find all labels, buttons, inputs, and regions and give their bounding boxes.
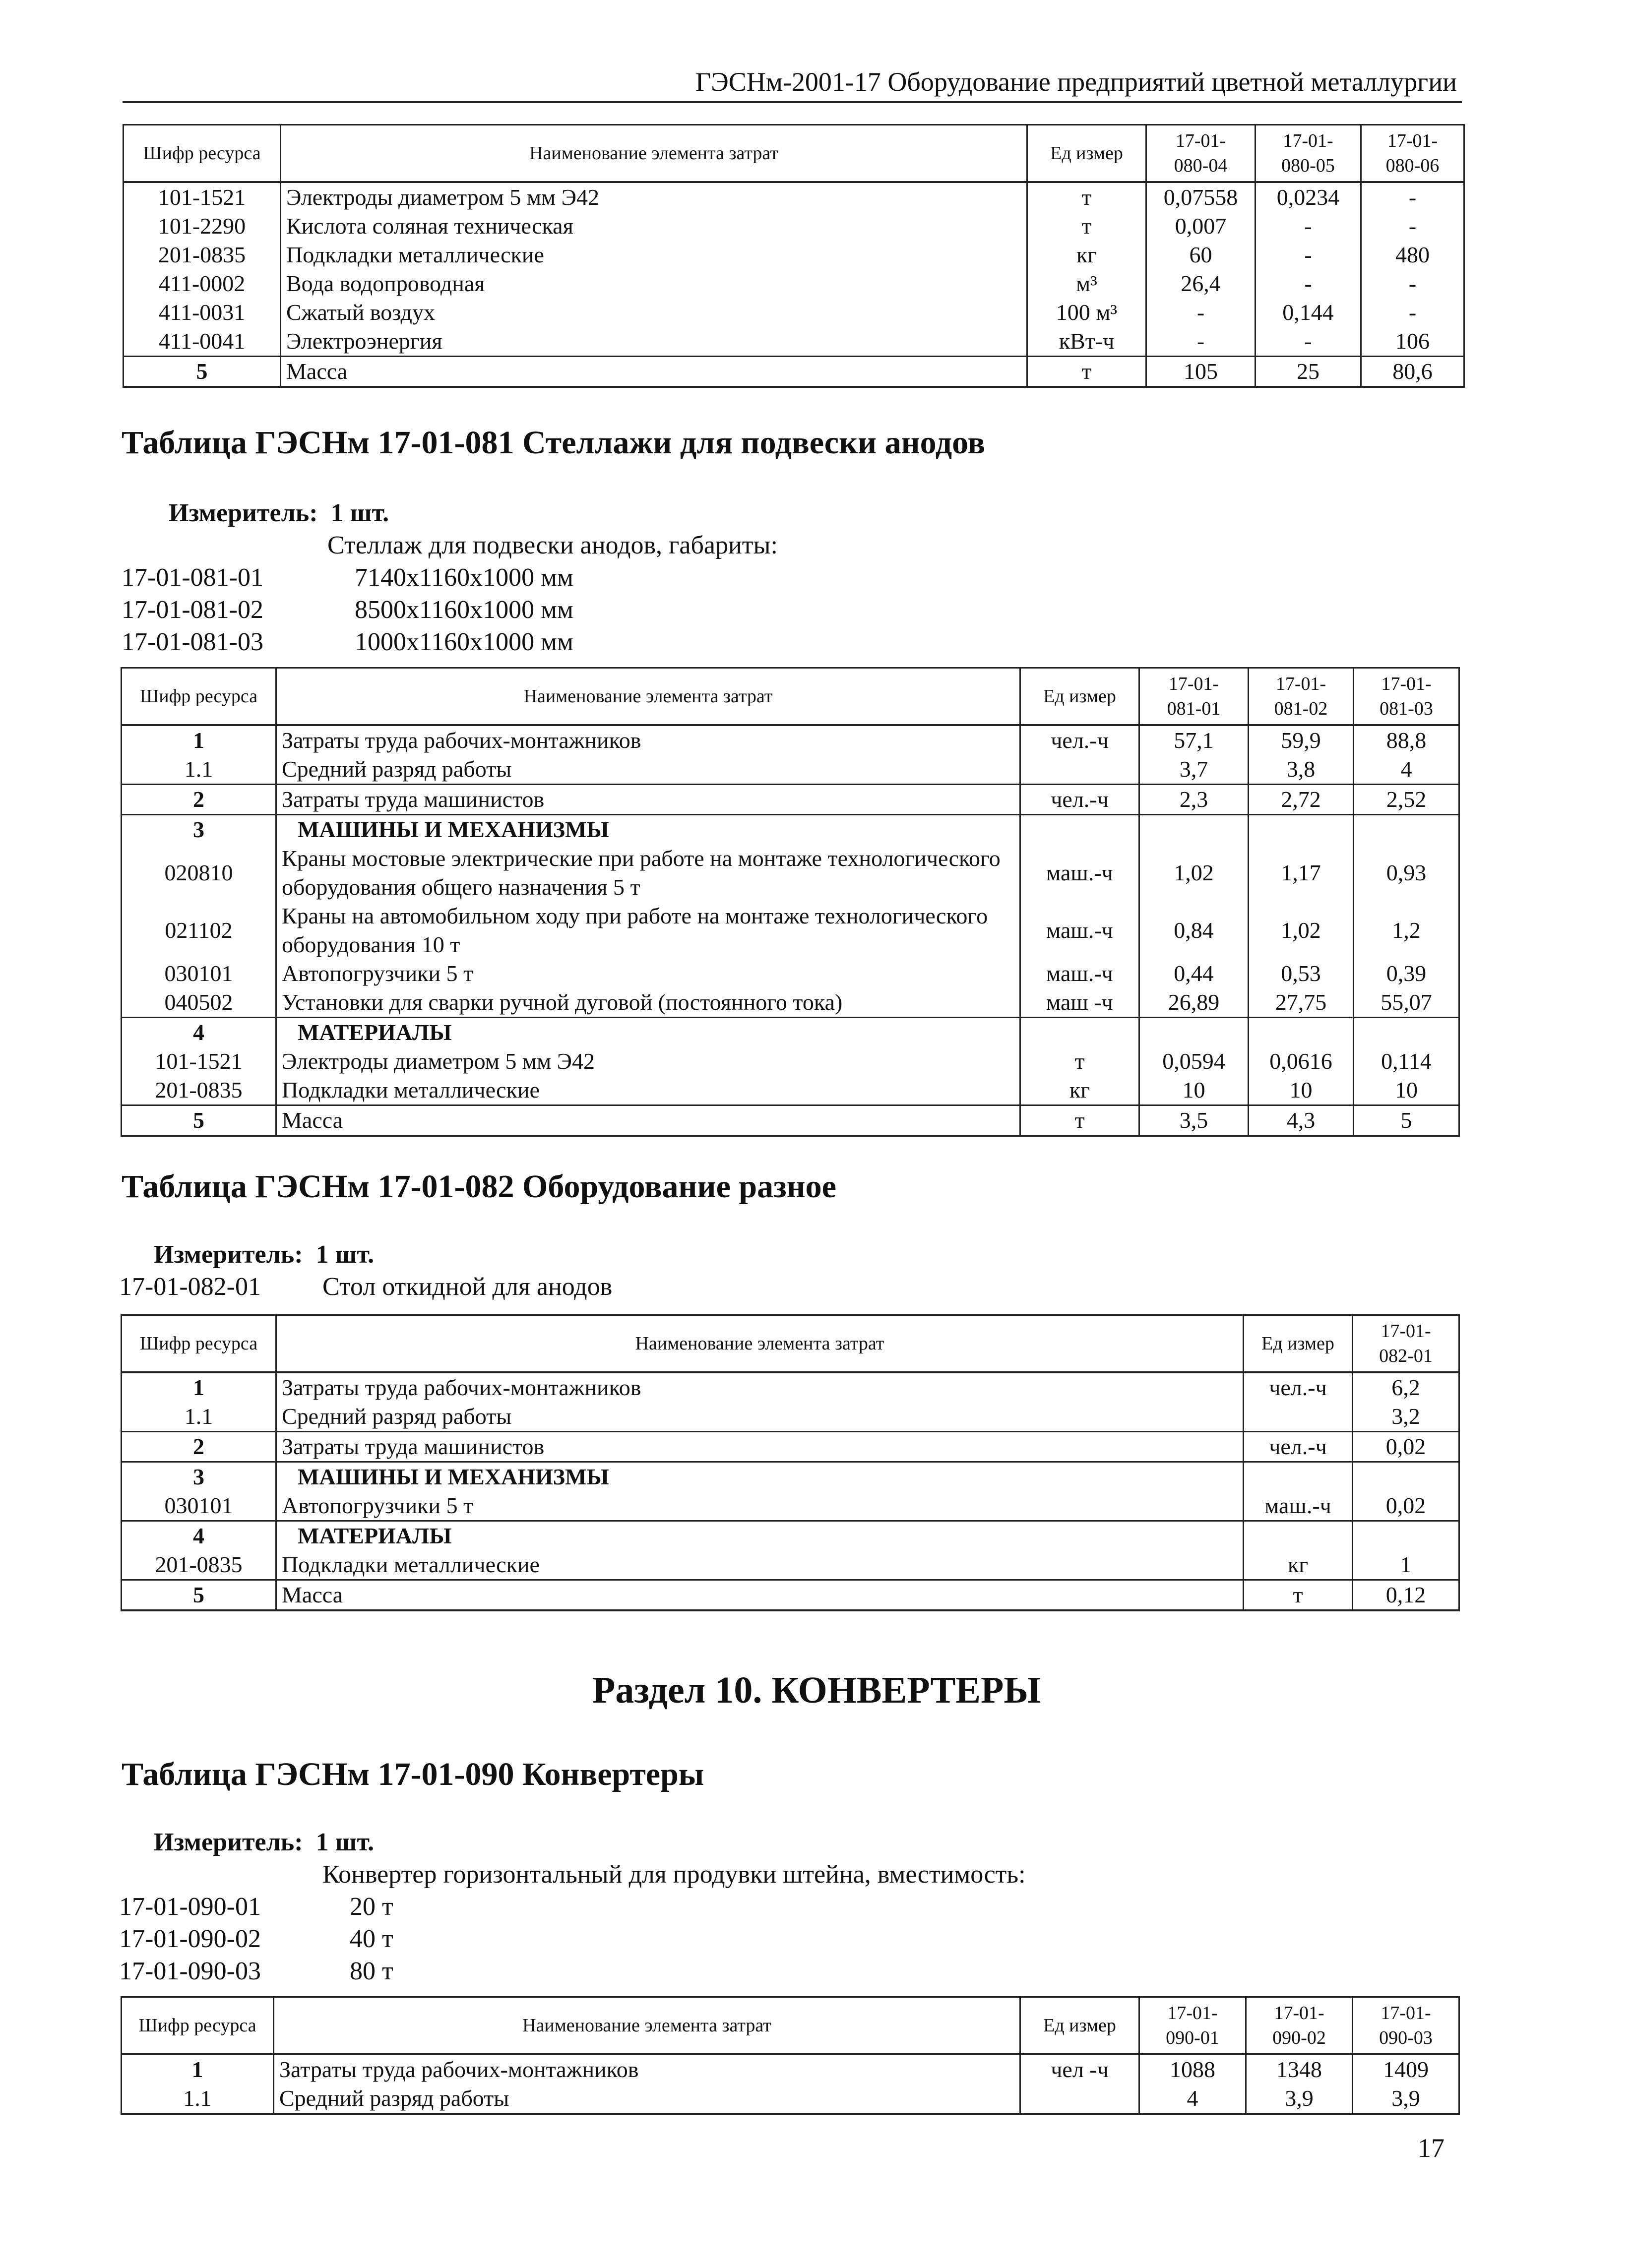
value-cell: 0,84 (1139, 902, 1249, 959)
value-cell: - (1361, 212, 1464, 241)
column-header: Наименование элемента затрат (274, 1997, 1020, 2055)
resource-code-cell: 030101 (122, 959, 276, 988)
item-text: Стол откидной для анодов (322, 1273, 613, 1301)
unit-cell: чел.-ч (1020, 785, 1139, 815)
measure-label: Измеритель: (154, 1240, 303, 1269)
cost-element-cell: Затраты труда машинистов (276, 785, 1020, 815)
column-header: Шифр ресурса (122, 668, 276, 726)
column-header: Ед измер (1244, 1315, 1353, 1373)
item-text: 80 т (350, 1957, 393, 1985)
value-cell: 26,89 (1139, 988, 1249, 1018)
column-header: 17-01- 090-03 (1353, 1997, 1459, 2055)
column-header: Наименование элемента затрат (281, 125, 1027, 183)
value-cell: 6,2 (1353, 1372, 1459, 1402)
table-row (122, 844, 1459, 902)
value-cell: 105 (1146, 357, 1256, 387)
resource-code-cell: 5 (122, 1105, 276, 1136)
column-header: Ед измер (1027, 125, 1146, 183)
table-row (122, 1402, 1459, 1432)
value-cell: 3,8 (1249, 755, 1354, 785)
table-row (122, 2054, 1459, 2084)
unit-cell (1020, 755, 1139, 785)
table-row (122, 902, 1459, 959)
table-header-row (122, 1997, 1459, 2055)
running-header (123, 63, 1462, 103)
table-082-measure (154, 1240, 374, 1269)
cost-element-cell: Сжатый воздух (281, 298, 1027, 327)
value-cell (1249, 1018, 1354, 1047)
column-header: Наименование элемента затрат (276, 1315, 1244, 1373)
resource-code-cell: 1 (122, 725, 276, 755)
item-text: 1000х1160х1000 мм (355, 628, 573, 656)
value-cell: 4 (1139, 2084, 1246, 2114)
value-cell: 25 (1256, 357, 1361, 387)
resource-code-cell: 411-0002 (124, 269, 281, 298)
value-cell (1139, 815, 1249, 845)
cost-element-cell: Вода водопроводная (281, 269, 1027, 298)
resource-code-cell: 040502 (122, 988, 276, 1018)
value-cell: - (1256, 241, 1361, 269)
table-090-intro: Конвертер горизонтальный для продувки штейна, вместимость: (322, 1860, 1026, 1889)
table-081-title: Таблица ГЭСНм 17-01-081 Стеллажи для подвески анодов (122, 425, 986, 461)
value-cell: 10 (1354, 1076, 1459, 1105)
table-row (122, 988, 1459, 1018)
unit-cell: чел.-ч (1020, 725, 1139, 755)
column-header: Шифр ресурса (124, 125, 281, 183)
value-cell (1353, 1462, 1459, 1492)
page-number: 17 (1418, 2133, 1445, 2163)
column-header: Шифр ресурса (122, 1315, 276, 1373)
column-header: 17-01- 090-01 (1139, 1997, 1246, 2055)
value-cell: 3,9 (1246, 2084, 1353, 2114)
unit-cell: чел -ч (1020, 2054, 1139, 2084)
unit-cell: чел.-ч (1244, 1372, 1353, 1402)
table-082-title: Таблица ГЭСНм 17-01-082 Оборудование разное (122, 1168, 836, 1205)
column-header: 17-01- 081-03 (1354, 668, 1459, 726)
unit-cell (1244, 1462, 1353, 1492)
resource-code-cell: 411-0031 (124, 298, 281, 327)
table-row (122, 815, 1459, 845)
column-header: Ед измер (1020, 1997, 1139, 2055)
unit-cell: кг (1020, 1076, 1139, 1105)
table-081-intro: Стеллаж для подвески анодов, габариты: (327, 531, 778, 559)
resource-code-cell: 1 (122, 1372, 276, 1402)
item-code: 17-01-090-03 (119, 1957, 261, 1985)
resource-code-cell: 4 (122, 1018, 276, 1047)
table-row (122, 1047, 1459, 1076)
cost-element-cell: Затраты труда рабочих-монтажников (276, 1372, 1244, 1402)
unit-cell (1244, 1402, 1353, 1432)
table-row (124, 298, 1464, 327)
value-cell: 0,144 (1256, 298, 1361, 327)
value-cell: 0,12 (1353, 1580, 1459, 1611)
cost-element-cell: Электроды диаметром 5 мм Э42 (281, 182, 1027, 212)
value-cell: 26,4 (1146, 269, 1256, 298)
value-cell: 10 (1249, 1076, 1354, 1105)
value-cell: 106 (1361, 327, 1464, 357)
table-row (122, 1580, 1459, 1611)
value-cell: 27,75 (1249, 988, 1354, 1018)
resource-code-cell: 201-0835 (124, 241, 281, 269)
unit-cell: чел.-ч (1244, 1432, 1353, 1462)
value-cell: - (1146, 327, 1256, 357)
unit-cell: т (1020, 1105, 1139, 1136)
resource-code-cell: 101-1521 (124, 182, 281, 212)
table-row (122, 959, 1459, 988)
cost-element-cell: Масса (281, 357, 1027, 387)
resource-code-cell: 2 (122, 785, 276, 815)
value-cell: 2,52 (1354, 785, 1459, 815)
unit-cell: кВт-ч (1027, 327, 1146, 357)
cost-element-cell: Средний разряд работы (276, 755, 1020, 785)
value-cell: - (1146, 298, 1256, 327)
resource-code-cell: 1.1 (122, 2084, 274, 2114)
value-cell: 0,114 (1354, 1047, 1459, 1076)
item-code: 17-01-081-03 (122, 628, 263, 656)
cost-element-cell: Подкладки металлические (276, 1076, 1020, 1105)
unit-cell: маш.-ч (1020, 844, 1139, 902)
column-header: 17-01- 081-01 (1139, 668, 1249, 726)
cost-element-cell: Масса (276, 1105, 1020, 1136)
value-cell: 55,07 (1354, 988, 1459, 1018)
value-cell: 1,02 (1139, 844, 1249, 902)
cost-element-cell: Установки для сварки ручной дуговой (постоянного тока) (276, 988, 1020, 1018)
column-header: 17-01- 090-02 (1246, 1997, 1353, 2055)
measure-value: 1 шт. (315, 1828, 375, 1856)
column-header: Ед измер (1020, 668, 1139, 726)
value-cell: 10 (1139, 1076, 1249, 1105)
value-cell: 59,9 (1249, 725, 1354, 755)
cost-element-cell: Затраты труда рабочих-монтажников (276, 725, 1020, 755)
cost-element-cell: Краны мостовые электрические при работе на монтаже технологического оборудования общего назначения 5 т (276, 844, 1020, 902)
table-row (122, 785, 1459, 815)
unit-cell (1020, 2084, 1139, 2114)
cost-element-cell: Затраты труда рабочих-монтажников (274, 2054, 1020, 2084)
unit-cell: маш.-ч (1020, 902, 1139, 959)
item-code: 17-01-081-01 (122, 563, 263, 592)
value-cell: 0,0234 (1256, 182, 1361, 212)
value-cell: 88,8 (1354, 725, 1459, 755)
resource-code-cell: 201-0835 (122, 1550, 276, 1580)
value-cell (1354, 1018, 1459, 1047)
table-row (124, 182, 1464, 212)
cost-element-cell: Электроэнергия (281, 327, 1027, 357)
value-cell: - (1256, 327, 1361, 357)
table-row (122, 1076, 1459, 1105)
table-081 (121, 667, 1460, 1137)
value-cell: - (1256, 212, 1361, 241)
value-cell: 4 (1354, 755, 1459, 785)
table-row (122, 755, 1459, 785)
column-header: 17-01- 080-04 (1146, 125, 1256, 183)
measure-value: 1 шт. (330, 499, 389, 527)
value-cell: 1409 (1353, 2054, 1459, 2084)
value-cell: 0,007 (1146, 212, 1256, 241)
resource-code-cell: 411-0041 (124, 327, 281, 357)
value-cell: - (1256, 269, 1361, 298)
section-label-cell: МАТЕРИАЛЫ (276, 1018, 1020, 1047)
table-row (122, 1105, 1459, 1136)
value-cell: - (1361, 269, 1464, 298)
cost-element-cell: Средний разряд работы (276, 1402, 1244, 1432)
column-header: Шифр ресурса (122, 1997, 274, 2055)
measure-label: Измеритель: (154, 1828, 303, 1856)
table-header-row (124, 125, 1464, 183)
unit-cell: 100 м³ (1027, 298, 1146, 327)
unit-cell: кг (1244, 1550, 1353, 1580)
value-cell (1354, 815, 1459, 845)
resource-code-cell: 4 (122, 1521, 276, 1551)
table-header-row (122, 668, 1459, 726)
value-cell: 1088 (1139, 2054, 1246, 2084)
cost-element-cell: Средний разряд работы (274, 2084, 1020, 2114)
value-cell: 0,02 (1353, 1491, 1459, 1521)
table-row (122, 725, 1459, 755)
cost-element-cell: Подкладки металлические (276, 1550, 1244, 1580)
item-code: 17-01-090-02 (119, 1925, 261, 1953)
section-title: Раздел 10. КОНВЕРТЕРЫ (592, 1669, 1041, 1711)
value-cell: 0,0594 (1139, 1047, 1249, 1076)
unit-cell: маш.-ч (1020, 959, 1139, 988)
value-cell: 4,3 (1249, 1105, 1354, 1136)
value-cell: 2,72 (1249, 785, 1354, 815)
value-cell: 3,9 (1353, 2084, 1459, 2114)
value-cell: - (1361, 298, 1464, 327)
value-cell: 0,93 (1354, 844, 1459, 902)
table-row (124, 241, 1464, 269)
resource-code-cell: 020810 (122, 844, 276, 902)
unit-cell (1244, 1521, 1353, 1551)
resource-code-cell: 5 (124, 357, 281, 387)
column-header: 17-01- 080-06 (1361, 125, 1464, 183)
cost-element-cell: Подкладки металлические (281, 241, 1027, 269)
cost-element-cell: Автопогрузчики 5 т (276, 959, 1020, 988)
resource-code-cell: 201-0835 (122, 1076, 276, 1105)
value-cell (1353, 1521, 1459, 1551)
unit-cell (1020, 815, 1139, 845)
table-082 (121, 1314, 1460, 1611)
unit-cell: м³ (1027, 269, 1146, 298)
value-cell: 1,02 (1249, 902, 1354, 959)
table-row (122, 1491, 1459, 1521)
value-cell: 1,17 (1249, 844, 1354, 902)
value-cell: 2,3 (1139, 785, 1249, 815)
value-cell: 1,2 (1354, 902, 1459, 959)
resource-code-cell: 1.1 (122, 755, 276, 785)
table-row (122, 2084, 1459, 2114)
table-row (124, 357, 1464, 387)
item-code: 17-01-090-01 (119, 1893, 261, 1921)
unit-cell: т (1027, 357, 1146, 387)
value-cell (1249, 815, 1354, 845)
unit-cell: т (1244, 1580, 1353, 1611)
resource-code-cell: 2 (122, 1432, 276, 1462)
item-code: 17-01-082-01 (119, 1273, 261, 1301)
measure-label: Измеритель: (169, 499, 318, 527)
cost-element-cell: Затраты труда машинистов (276, 1432, 1244, 1462)
column-header: 17-01- 081-02 (1249, 668, 1354, 726)
value-cell: 0,44 (1139, 959, 1249, 988)
resource-code-cell: 101-1521 (122, 1047, 276, 1076)
unit-cell (1020, 1018, 1139, 1047)
table-row (124, 269, 1464, 298)
cost-element-cell: Автопогрузчики 5 т (276, 1491, 1244, 1521)
item-code: 17-01-081-02 (122, 596, 263, 624)
table-row (122, 1550, 1459, 1580)
value-cell: 60 (1146, 241, 1256, 269)
value-cell: 3,5 (1139, 1105, 1249, 1136)
value-cell: 57,1 (1139, 725, 1249, 755)
item-text: 20 т (350, 1893, 393, 1921)
value-cell: 3,2 (1353, 1402, 1459, 1432)
cost-element-cell: Масса (276, 1580, 1244, 1611)
value-cell: 0,53 (1249, 959, 1354, 988)
table-row (124, 212, 1464, 241)
table-row (122, 1018, 1459, 1047)
table-row (124, 327, 1464, 357)
value-cell: 480 (1361, 241, 1464, 269)
resource-code-cell: 3 (122, 815, 276, 845)
table-header-row (122, 1315, 1459, 1373)
unit-cell: т (1027, 182, 1146, 212)
table-080-continuation (123, 124, 1465, 388)
value-cell (1139, 1018, 1249, 1047)
unit-cell: кг (1027, 241, 1146, 269)
resource-code-cell: 101-2290 (124, 212, 281, 241)
column-header: 17-01- 082-01 (1353, 1315, 1459, 1373)
section-label-cell: МАШИНЫ И МЕХАНИЗМЫ (276, 815, 1020, 845)
resource-code-cell: 1.1 (122, 1402, 276, 1432)
value-cell: 1348 (1246, 2054, 1353, 2084)
section-label-cell: МАТЕРИАЛЫ (276, 1521, 1244, 1551)
value-cell: 0,07558 (1146, 182, 1256, 212)
unit-cell: т (1020, 1047, 1139, 1076)
cost-element-cell: Кислота соляная техническая (281, 212, 1027, 241)
resource-code-cell: 021102 (122, 902, 276, 959)
item-text: 8500х1160х1000 мм (355, 596, 573, 624)
item-text: 7140х1160х1000 мм (355, 563, 573, 592)
column-header: 17-01- 080-05 (1256, 125, 1361, 183)
table-090-measure (154, 1828, 374, 1857)
resource-code-cell: 030101 (122, 1491, 276, 1521)
item-text: 40 т (350, 1925, 393, 1953)
resource-code-cell: 5 (122, 1580, 276, 1611)
section-label-cell: МАШИНЫ И МЕХАНИЗМЫ (276, 1462, 1244, 1492)
column-header: Наименование элемента затрат (276, 668, 1020, 726)
value-cell: 0,0616 (1249, 1047, 1354, 1076)
value-cell: 80,6 (1361, 357, 1464, 387)
unit-cell: т (1027, 212, 1146, 241)
value-cell: - (1361, 182, 1464, 212)
table-row (122, 1521, 1459, 1551)
cost-element-cell: Краны на автомобильном ходу при работе на монтаже технологического оборудования 10 т (276, 902, 1020, 959)
value-cell: 3,7 (1139, 755, 1249, 785)
table-row (122, 1432, 1459, 1462)
resource-code-cell: 3 (122, 1462, 276, 1492)
table-090-title: Таблица ГЭСНм 17-01-090 Конвертеры (122, 1756, 704, 1792)
measure-value: 1 шт. (315, 1240, 375, 1269)
unit-cell: маш.-ч (1244, 1491, 1353, 1521)
unit-cell: маш -ч (1020, 988, 1139, 1018)
table-row (122, 1462, 1459, 1492)
table-row (122, 1372, 1459, 1402)
value-cell: 0,02 (1353, 1432, 1459, 1462)
table-090 (121, 1996, 1460, 2115)
value-cell: 5 (1354, 1105, 1459, 1136)
value-cell: 1 (1353, 1550, 1459, 1580)
running-header-text: ГЭСНм-2001-17 Оборудование предприятий цветной металлургии (695, 67, 1457, 97)
cost-element-cell: Электроды диаметром 5 мм Э42 (276, 1047, 1020, 1076)
value-cell: 0,39 (1354, 959, 1459, 988)
resource-code-cell: 1 (122, 2054, 274, 2084)
table-081-measure (169, 498, 389, 528)
